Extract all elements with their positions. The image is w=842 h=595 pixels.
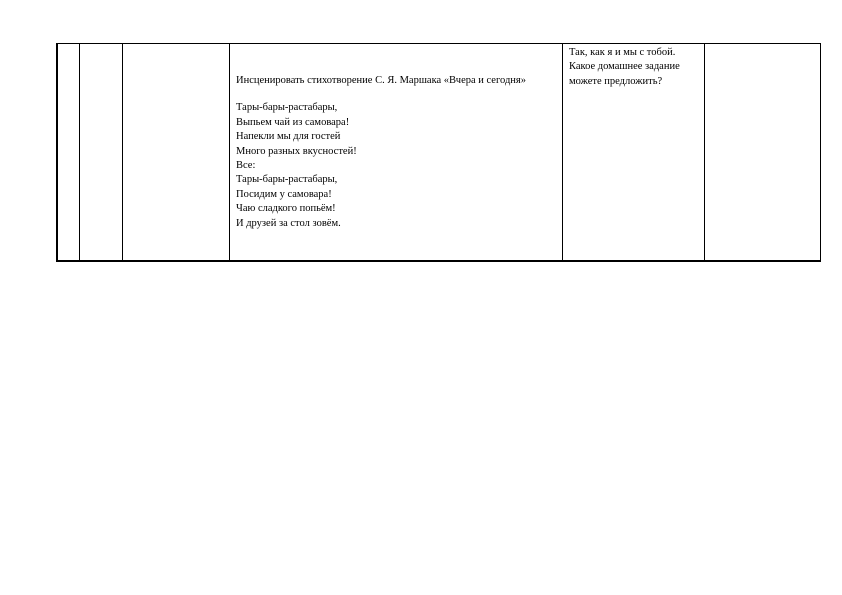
poem-line: Много разных вкусностей! — [236, 145, 357, 157]
table-cell-activity — [230, 44, 563, 262]
table-cell-goal — [123, 44, 230, 262]
table-cell-remarks — [563, 44, 705, 262]
remark-content — [563, 44, 704, 89]
poem-line: Выпьем чай из самовара! — [236, 116, 350, 128]
poem-line: Напекли мы для гостей — [236, 131, 341, 143]
table-row — [57, 44, 821, 262]
table-cell-notes — [705, 44, 821, 262]
poem-block — [236, 101, 556, 231]
lesson-plan-table — [56, 43, 821, 262]
table-cell-number — [57, 44, 80, 262]
activity-instruction: Инсценировать стихотворение С. Я. Маршака «Вчера и сегодня» — [236, 75, 527, 86]
poem-line: Все: — [236, 160, 256, 172]
poem-line: Посидим у самовара! — [236, 188, 332, 200]
activity-content — [230, 44, 562, 231]
remark-line: Какое домашнее задание — [569, 61, 680, 73]
poem-line: Чаю сладкого попьём! — [236, 203, 336, 215]
poem-line: Тары-бары-растабары, — [236, 174, 338, 186]
poem-line: Тары-бары-растабары, — [236, 102, 338, 114]
table-cell-stage — [80, 44, 123, 262]
poem-line: И друзей за стол зовём. — [236, 217, 341, 229]
remark-line: Так, как я и мы с тобой. — [569, 47, 676, 58]
remark-line: можете предложить? — [569, 75, 663, 87]
